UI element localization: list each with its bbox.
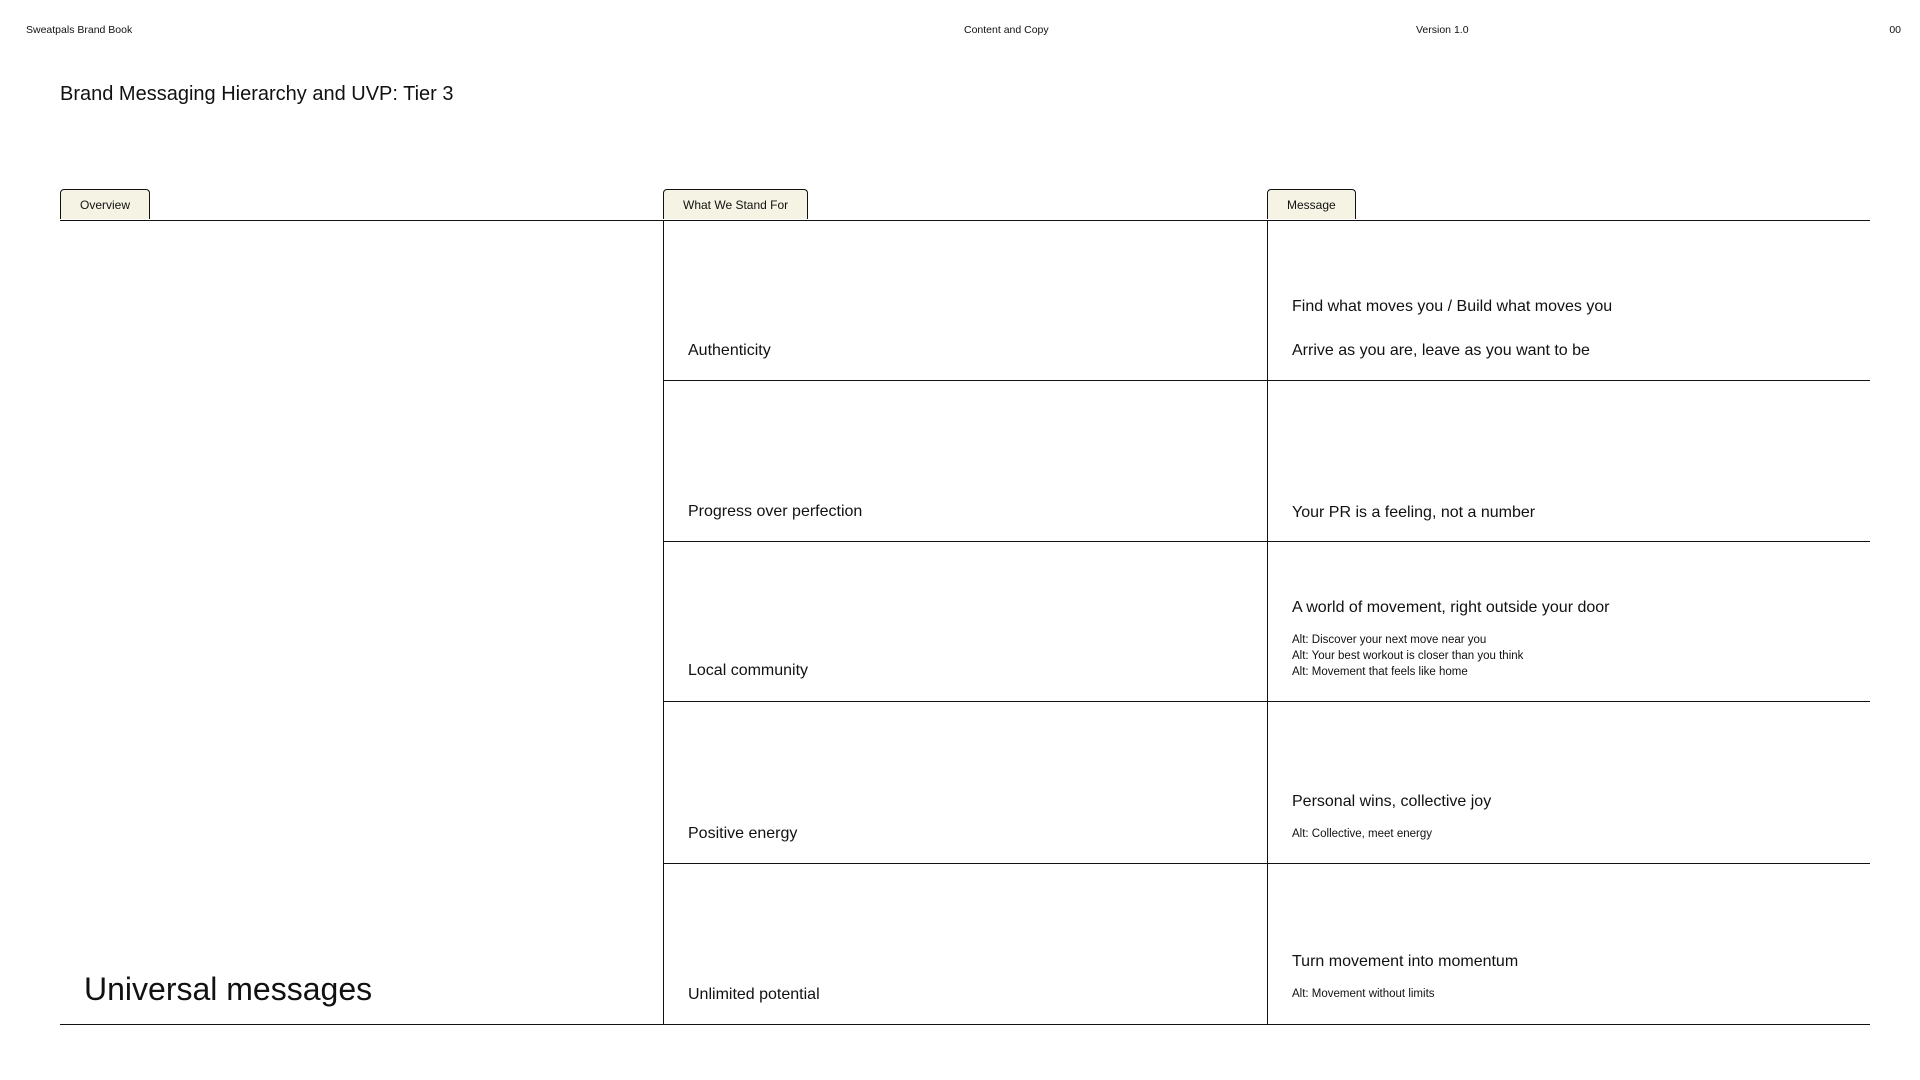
table-bottom-rule [60,1024,1870,1025]
message-text: Find what moves you / Build what moves you [1292,298,1613,315]
message-text: Personal wins, collective joy [1292,793,1492,810]
value-authenticity: Authenticity [688,342,771,359]
tab-what-we-stand-for: What We Stand For [663,189,808,219]
alt-message: Alt: Discover your next move near you [1292,634,1487,646]
alt-message-list [1292,632,1852,680]
column-divider-values [663,220,664,1025]
row-divider [663,541,1870,542]
tab-message: Message [1267,189,1356,219]
value-unlimited-potential: Unlimited potential [688,986,820,1003]
message-cell-local-community [1292,598,1852,680]
message-cell-progress [1292,503,1852,523]
message-text: Arrive as you are, leave as you want to be [1292,342,1590,359]
alt-message-list [1292,986,1852,1002]
message-text: Turn movement into momentum [1292,953,1519,970]
alt-message: Alt: Movement that feels like home [1292,666,1468,678]
version-label: Version 1.0 [1416,24,1469,36]
tab-overview: Overview [60,189,150,219]
section-name: Content and Copy [964,24,1049,36]
row-divider [663,701,1870,702]
alt-message-list [1292,826,1852,842]
row-divider [663,380,1870,381]
value-local-community: Local community [688,662,809,679]
message-cell-positive-energy [1292,792,1852,842]
message-text: A world of movement, right outside your door [1292,599,1610,616]
column-divider-messages [1267,220,1268,1025]
message-cell-unlimited-potential [1292,952,1852,1002]
page-title: Brand Messaging Hierarchy and UVP: Tier 3 [60,83,454,105]
table-top-rule [60,220,1870,221]
page-number: 00 [1889,24,1901,36]
alt-message: Alt: Collective, meet energy [1292,828,1432,840]
value-positive-energy: Positive energy [688,825,798,842]
overview-heading: Universal messages [84,971,373,1007]
message-text: Your PR is a feeling, not a number [1292,504,1536,521]
brand-name: Sweatpals Brand Book [26,24,133,36]
alt-message: Alt: Your best workout is closer than you think [1292,650,1524,662]
value-progress-over-perfection: Progress over perfection [688,503,863,520]
row-divider [663,863,1870,864]
message-cell-authenticity [1292,297,1852,361]
alt-message: Alt: Movement without limits [1292,988,1435,1000]
